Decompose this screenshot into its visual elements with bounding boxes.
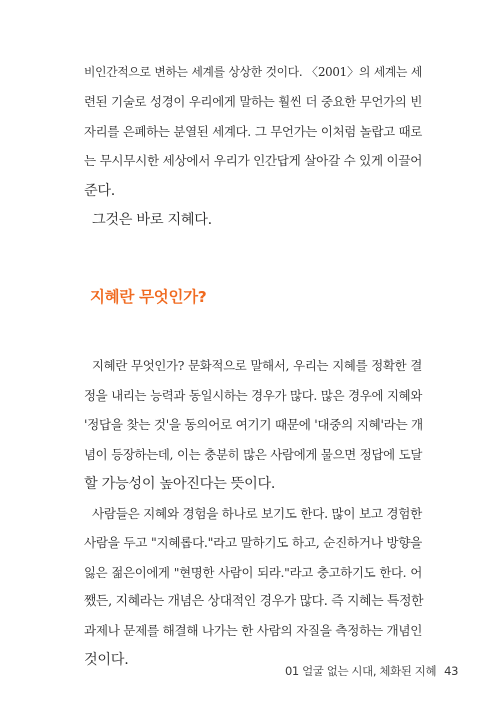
- text-line: 는 무시무시한 세상에서 우리가 인간답게 살아갈 수 있게 이끌어: [84, 153, 423, 168]
- text-line: 준다.: [84, 183, 116, 199]
- text-line: 지혜란 무엇인가? 문화적으로 말해서, 우리는 지혜를 정확한 결: [92, 358, 422, 373]
- text-line: 그것은 바로 지혜다.: [92, 212, 212, 228]
- page-footer: [285, 663, 459, 679]
- running-chapter-title: 01 얼굴 없는 시대, 체화된 지혜: [285, 664, 437, 678]
- section-heading: 지혜란 무엇인가?: [90, 288, 207, 306]
- page-number: 43: [444, 664, 459, 678]
- text-line: 사람들은 지혜와 경험을 하나로 보기도 한다. 많이 보고 경험한: [92, 506, 422, 521]
- text-line: 것이다.: [84, 652, 129, 668]
- text-line: 자리를 은폐하는 분열된 세계다. 그 무언가는 이처럼 놀랍고 때로: [84, 124, 422, 139]
- text-line: 비인간적으로 변하는 세계를 상상한 것이다. 〈2001〉의 세계는 세: [84, 65, 422, 79]
- text-line: 과제나 문제를 해결해 나가는 한 사람의 자질을 측정하는 개념인: [84, 623, 423, 638]
- text-line: '정답을 찾는 것'을 동의어로 여기기 때문에 '대중의 지혜'라는 개: [84, 417, 423, 432]
- text-line: 사람을 두고 "지혜롭다."라고 말하기도 하고, 순진하거나 방향을: [84, 535, 422, 550]
- text-line: 잃은 젊은이에게 "현명한 사람이 되라."라고 충고하기도 한다. 어: [84, 565, 422, 580]
- text-line: 련된 기술로 성경이 우리에게 말하는 훨씬 더 중요한 무언가의 빈: [84, 94, 422, 109]
- text-line: 정을 내리는 능력과 동일시하는 경우가 많다. 많은 경우에 지혜와: [84, 388, 422, 403]
- text-line: 쨌든, 지혜라는 개념은 상대적인 경우가 많다. 즉 지혜는 특정한: [84, 594, 424, 609]
- text-line: 할 가능성이 높아진다는 뜻이다.: [84, 476, 276, 492]
- text-line: 념이 등장하는데, 이는 충분히 많은 사람에게 물으면 정답에 도달: [84, 447, 422, 462]
